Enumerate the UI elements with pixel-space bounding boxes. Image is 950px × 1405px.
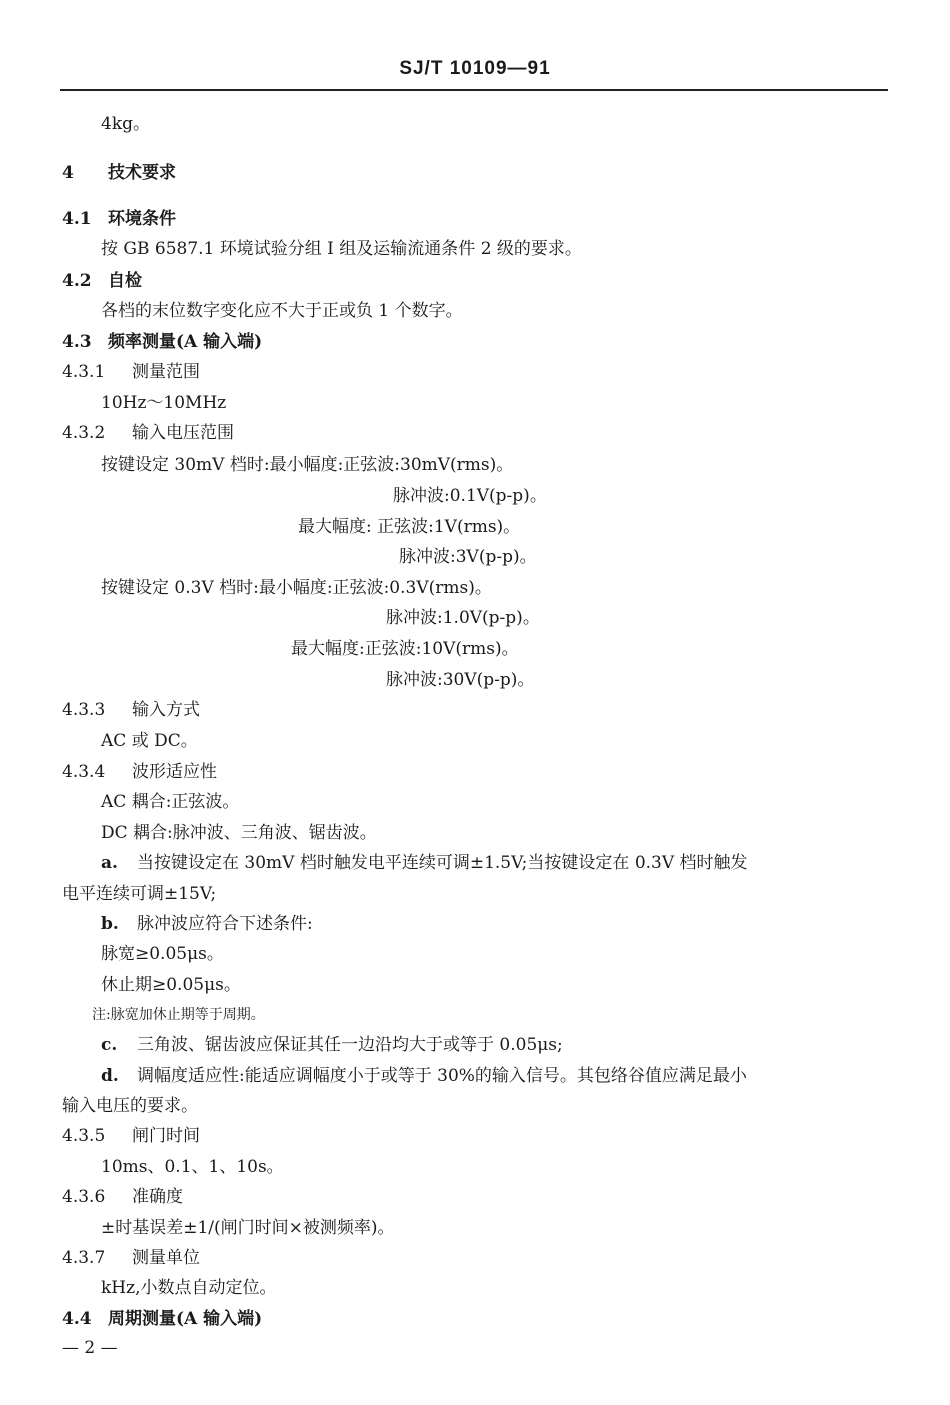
section-4-3-6-text: ±时基误差±1/(闸门时间×被测频率)。 [101, 1218, 395, 1238]
section-4-heading [62, 162, 176, 184]
section-number: 4.3 [62, 332, 92, 352]
section-4-3-7-text: kHz,小数点自动定位。 [101, 1278, 277, 1298]
section-4-3-3-text: AC 或 DC。 [101, 731, 198, 751]
section-title: 准确度 [132, 1187, 183, 1207]
item-text: 调幅度适应性:能适应调幅度小于或等于 30%的输入信号。其包络谷值应满足最小 [137, 1066, 747, 1086]
section-title: 输入方式 [132, 700, 200, 720]
section-number: 4 [62, 163, 74, 183]
section-4-4-heading [62, 1308, 262, 1330]
voltage-line-5: 按键设定 0.3V 档时:最小幅度:正弦波:0.3V(rms)。 [101, 578, 492, 598]
section-number: 4.3.5 [62, 1126, 106, 1146]
section-4-3-6-heading [62, 1186, 183, 1208]
item-a-line-2: 电平连续可调±15V; [62, 884, 217, 904]
item-b [101, 913, 313, 935]
section-4-1-heading [62, 208, 176, 230]
pulse-width: 脉宽≥0.05μs。 [101, 944, 224, 964]
section-number: 4.3.1 [62, 362, 106, 382]
voltage-line-8: 脉冲波:30V(p-p)。 [386, 670, 535, 690]
page-number: — 2 — [62, 1338, 118, 1358]
section-title: 周期测量(A 输入端) [108, 1309, 263, 1329]
section-title: 测量范围 [132, 362, 200, 382]
section-number: 4.2 [62, 271, 92, 291]
section-title: 闸门时间 [132, 1126, 200, 1146]
item-label: c. [101, 1035, 118, 1055]
section-title: 输入电压范围 [132, 423, 234, 443]
waveform-ac: AC 耦合:正弦波。 [101, 792, 240, 812]
rest-period: 休止期≥0.05μs。 [101, 975, 241, 995]
voltage-line-4: 脉冲波:3V(p-p)。 [399, 547, 537, 567]
voltage-line-2: 脉冲波:0.1V(p-p)。 [393, 486, 547, 506]
section-4-3-5-heading [62, 1125, 200, 1147]
section-4-3-3-heading [62, 699, 200, 721]
section-4-2-heading [62, 270, 142, 292]
item-c [101, 1034, 563, 1056]
header-rule [60, 89, 888, 91]
section-title: 环境条件 [108, 209, 176, 229]
item-text: 当按键设定在 30mV 档时触发电平连续可调±1.5V;当按键设定在 0.3V 档时触发 [137, 853, 748, 873]
section-number: 4.3.7 [62, 1248, 106, 1268]
section-4-3-2-heading [62, 422, 234, 444]
section-4-3-heading [62, 331, 262, 353]
section-number: 4.3.2 [62, 423, 106, 443]
item-d-line-2: 输入电压的要求。 [62, 1096, 198, 1116]
standard-code-header: SJ/T 10109—91 [399, 58, 551, 79]
section-number: 4.3.6 [62, 1187, 106, 1207]
section-4-1-text: 按 GB 6587.1 环境试验分组 Ⅰ 组及运输流通条件 2 级的要求。 [101, 239, 582, 259]
section-number: 4.1 [62, 209, 92, 229]
item-a-line-1 [101, 852, 748, 874]
section-number: 4.3.4 [62, 762, 106, 782]
section-title: 技术要求 [108, 163, 176, 183]
section-4-3-1-text: 10Hz～10MHz [101, 393, 227, 413]
section-number: 4.4 [62, 1309, 92, 1329]
section-number: 4.3.3 [62, 700, 106, 720]
section-4-3-7-heading [62, 1247, 200, 1269]
section-4-2-text: 各档的末位数字变化应不大于正或负 1 个数字。 [101, 301, 463, 321]
section-title: 频率测量(A 输入端) [108, 332, 263, 352]
item-text: 脉冲波应符合下述条件: [137, 914, 313, 934]
note: 注:脉宽加休止期等于周期。 [92, 1007, 265, 1023]
item-label: b. [101, 914, 119, 934]
section-title: 自检 [108, 271, 142, 291]
item-text: 三角波、锯齿波应保证其任一边沿均大于或等于 0.05μs; [137, 1035, 563, 1055]
section-4-3-4-heading [62, 761, 217, 783]
section-title: 测量单位 [132, 1248, 200, 1268]
section-4-3-5-text: 10ms、0.1、1、10s。 [101, 1157, 284, 1177]
continued-text: 4kg。 [101, 114, 150, 134]
waveform-dc: DC 耦合:脉冲波、三角波、锯齿波。 [101, 823, 377, 843]
item-d-line-1 [101, 1065, 747, 1087]
item-label: d. [101, 1066, 119, 1086]
voltage-line-1: 按键设定 30mV 档时:最小幅度:正弦波:30mV(rms)。 [101, 455, 514, 475]
voltage-line-6: 脉冲波:1.0V(p-p)。 [386, 608, 540, 628]
section-4-3-1-heading [62, 361, 200, 383]
voltage-line-7: 最大幅度:正弦波:10V(rms)。 [291, 639, 519, 659]
section-title: 波形适应性 [132, 762, 217, 782]
voltage-line-3: 最大幅度: 正弦波:1V(rms)。 [298, 517, 521, 537]
item-label: a. [101, 853, 118, 873]
